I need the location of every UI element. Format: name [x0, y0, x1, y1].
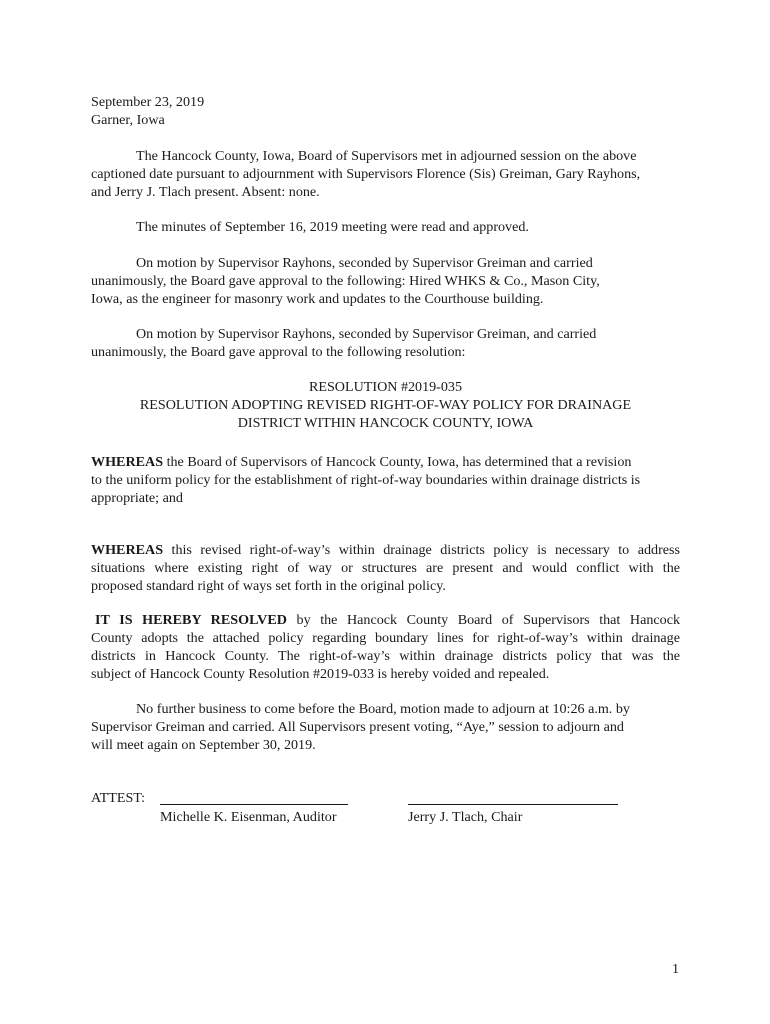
resolved-keyword: IT IS HEREBY RESOLVED: [95, 612, 287, 628]
paragraph-line: subject of Hancock County Resolution #2019-033 is hereby voided and repealed.: [91, 665, 550, 682]
resolution-title: RESOLUTION ADOPTING REVISED RIGHT-OF-WAY POLICY FOR DRAINAGE: [139, 396, 632, 413]
paragraph-line: On motion by Supervisor Rayhons, seconded by Supervisor Greiman, and carried: [136, 326, 597, 342]
whereas-paragraph-2: [91, 542, 680, 596]
paragraph-line: proposed standard right of ways set forth in the original policy.: [91, 577, 446, 594]
minutes-paragraph: [91, 219, 680, 237]
paragraph-line: The Hancock County, Iowa, Board of Supervisors met in adjourned session on the above: [136, 148, 637, 164]
resolved-paragraph-body: [91, 630, 680, 684]
paragraph-line: No further business to come before the Board, motion made to adjourn at 10:26 a.m. by: [136, 701, 630, 717]
paragraph-line: captioned date pursuant to adjournment with Supervisors Florence (Sis) Greiman, Gary Rayhons,: [91, 165, 641, 182]
paragraph-line: districts in Hancock County. The right-of-way’s within drainage districts policy that was the: [91, 647, 680, 664]
chair-signature-line: [408, 804, 618, 805]
meeting-date: September 23, 2019: [91, 94, 205, 110]
whereas-keyword: WHEREAS: [91, 454, 164, 470]
paragraph-line: the Board of Supervisors of Hancock County, Iowa, has determined that a revision: [163, 454, 632, 470]
paragraph-line: unanimously, the Board gave approval to the following: Hired WHKS & Co., Mason City,: [91, 272, 600, 289]
paragraph-line: this revised right-of-way’s within drainage districts policy is necessary to address: [163, 542, 680, 558]
resolution-heading: [91, 379, 680, 433]
paragraph-line: Iowa, as the engineer for masonry work and updates to the Courthouse building.: [91, 290, 544, 307]
adjourn-paragraph: [91, 701, 680, 755]
paragraph-line: The minutes of September 16, 2019 meeting were read and approved.: [136, 219, 529, 235]
paragraph-line: appropriate; and: [91, 489, 183, 506]
paragraph-line: and Jerry J. Tlach present. Absent: none.: [91, 183, 320, 200]
paragraph-line: by the Hancock County Board of Supervisors that Hancock: [286, 612, 680, 628]
resolved-paragraph: [95, 612, 680, 630]
intro-paragraph: [91, 148, 680, 202]
paragraph-line: County adopts the attached policy regarding boundary lines for right-of-way’s within drainage: [91, 630, 680, 646]
resolution-number: RESOLUTION #2019-035: [308, 379, 463, 395]
paragraph-line: to the uniform policy for the establishment of right-of-way boundaries within drainage districts is: [91, 471, 641, 488]
paragraph-line: On motion by Supervisor Rayhons, seconded by Supervisor Greiman and carried: [136, 255, 593, 271]
document-header: [91, 94, 680, 130]
page-number: 1: [672, 961, 680, 977]
motion-paragraph-1: [91, 255, 680, 309]
motion-paragraph-2: [91, 326, 680, 362]
auditor-name: Michelle K. Eisenman, Auditor: [160, 809, 337, 825]
chair-name: Jerry J. Tlach, Chair: [408, 809, 523, 825]
whereas-paragraph-1: [91, 454, 680, 508]
resolution-title: DISTRICT WITHIN HANCOCK COUNTY, IOWA: [237, 414, 534, 431]
paragraph-line: will meet again on September 30, 2019.: [91, 736, 316, 753]
attest-label: ATTEST:: [91, 790, 146, 806]
paragraph-line: situations where existing right of way or structures are present and would conflict with the: [91, 559, 680, 576]
meeting-location: Garner, Iowa: [91, 111, 165, 128]
auditor-signature-line: [160, 804, 348, 805]
paragraph-line: unanimously, the Board gave approval to the following resolution:: [91, 343, 466, 360]
paragraph-line: Supervisor Greiman and carried. All Supervisors present voting, “Aye,” session to adjourn and: [91, 718, 624, 735]
whereas-keyword: WHEREAS: [91, 542, 164, 558]
